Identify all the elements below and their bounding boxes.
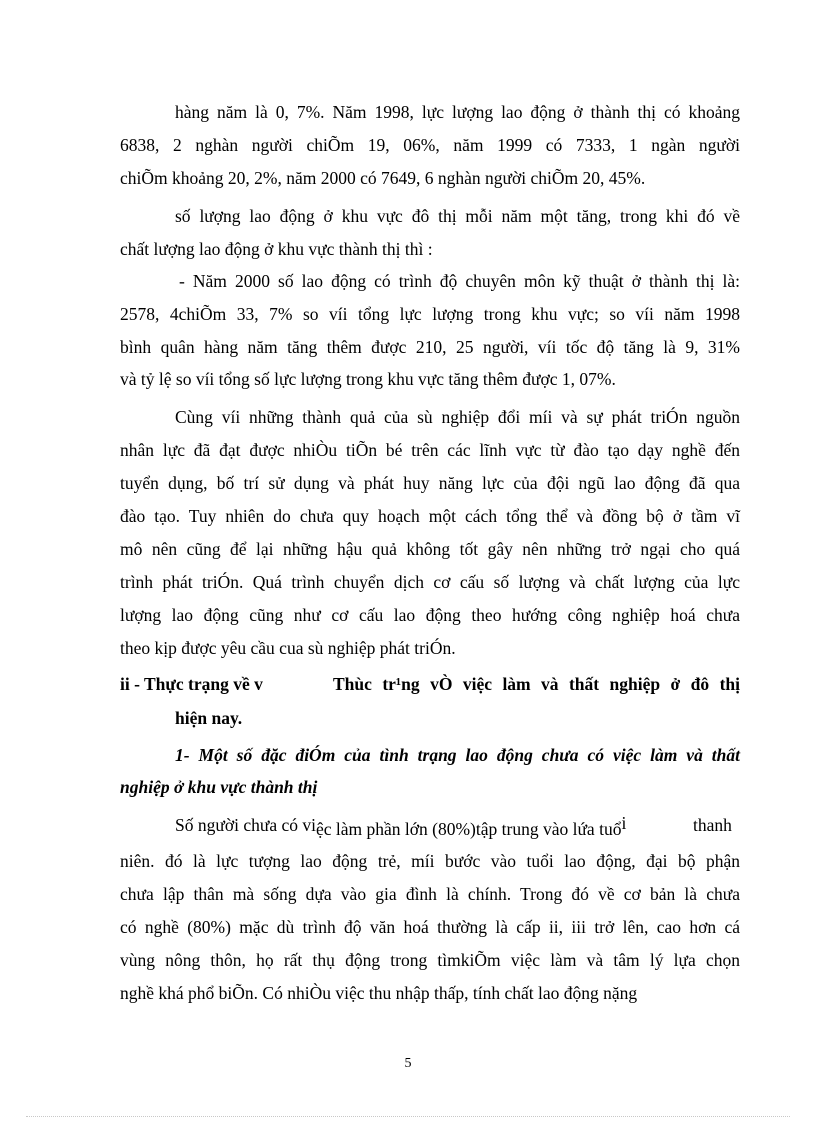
body-text-line: 2578, 4chiÕm 33, 7% so víi tổng lực lượng trong khu vực; so víi năm 1998 (120, 304, 740, 324)
subsection-heading-continued: nghiệp ở khu vực thành thị (120, 777, 318, 797)
page-number: 5 (404, 1056, 412, 1071)
section-heading-title: Thùc tr¹ng vÒ việc làm và thất nghiệp ở đô thị (333, 674, 740, 694)
body-text-fragment-raised: ệc làm phần lớn (80%)tập trung vào lứa tuổ (315, 819, 622, 839)
body-text-line: mô nên cũng để lại những hậu quả không tốt gây nên những trở ngại cho quá (120, 539, 740, 559)
body-text-line (175, 813, 740, 839)
body-text-fragment: thanh (693, 815, 732, 835)
body-text-line: lượng lao động cũng như cơ cấu lao động theo hướng công nghiệp hoá chưa (120, 605, 740, 625)
body-text-line: nghề khá phổ biÕn. Có nhiÒu việc thu nhập thấp, tính chất lao động nặng (120, 983, 638, 1003)
body-text-line: niên. đó là lực tượng lao động trẻ, míi bước vào tuổi lao động, đại bộ phận (120, 851, 740, 871)
page-bottom-rule (26, 1116, 790, 1117)
body-text-line: và tỷ lệ so víi tổng số lực lượng trong khu vực tăng thêm được 1, 07%. (120, 369, 616, 389)
body-text-line: hàng năm là 0, 7%. Năm 1998, lực lượng lao động ở thành thị có khoảng (175, 102, 740, 122)
body-text-line: có nghề (80%) mặc dù trình độ văn hoá thường là cấp ii, iii trở lên, cao hơn cá (120, 917, 740, 937)
body-text-line: đào tạo. Tuy nhiên do chưa quy hoạch một cách tổng thể và đồng bộ ở tầm vĩ (120, 506, 740, 526)
body-text-line: chất lượng lao động ở khu vực thành thị thì : (120, 239, 433, 259)
body-text-line: - Năm 2000 số lao động có trình độ chuyên môn kỹ thuật ở thành thị là: (179, 271, 740, 291)
body-text-line: vùng nông thôn, họ rất thụ động trong tìmkiÕm việc làm và tâm lý lựa chọn (120, 950, 740, 970)
subsection-heading: 1- Một số đặc điÓm của tình trạng lao động chưa có việc làm và thất (175, 745, 740, 765)
body-text-line: số lượng lao động ở khu vực đô thị mỗi năm một tăng, trong khi đó về (175, 206, 740, 226)
body-text-line: theo kịp được yêu cầu cua sù nghiệp phát triÓn. (120, 638, 456, 658)
body-text-line: trình phát triÓn. Quá trình chuyển dịch cơ cấu số lượng và chất lượng của lực (120, 572, 740, 592)
body-text-line: 6838, 2 nghàn người chiÕm 19, 06%, năm 1999 có 7333, 1 ngàn người (120, 135, 740, 155)
body-text-line: Cùng víi những thành quả của sù nghiệp đổi míi và sự phát triÓn nguồn (175, 407, 740, 427)
body-text-fragment: i (621, 813, 627, 833)
body-text-fragment: Số người chưa có vi (175, 815, 316, 835)
body-text-line: chưa lập thân mà sống dựa vào gia đình là chính. Trong đó về cơ bản là chưa (120, 884, 740, 904)
section-heading-title-continued: hiện nay. (175, 708, 243, 728)
body-text-line: tuyển dụng, bố trí sử dụng và phát huy năng lực của đội ngũ lao động đã qua (120, 473, 740, 493)
body-text-line: chiÕm khoảng 20, 2%, năm 2000 có 7649, 6 nghàn người chiÕm 20, 45%. (120, 168, 646, 188)
section-heading-number: ii - Thực trạng về v (120, 674, 263, 694)
body-text-line: bình quân hàng năm tăng thêm được 210, 25 người, víi tốc độ tăng là 9, 31% (120, 337, 740, 357)
body-text-line: nhân lực đã đạt được nhiÒu tiÕn bé trên các lĩnh vực từ đào tạo dạy nghề đến (120, 440, 740, 460)
